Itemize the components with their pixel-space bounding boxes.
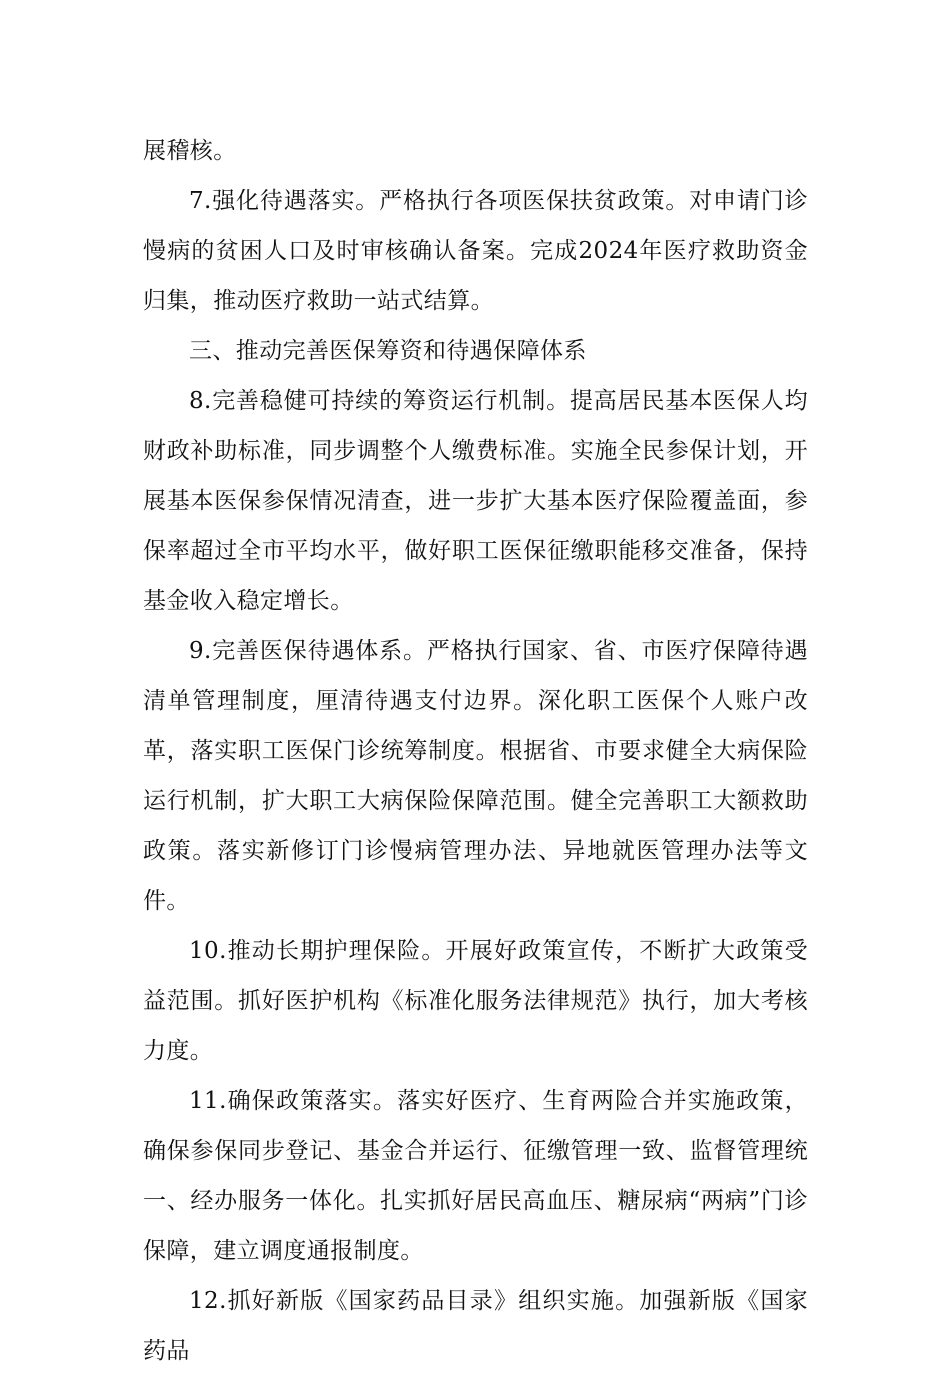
paragraph-item-7: 7.强化待遇落实。严格执行各项医保扶贫政策。对申请门诊慢病的贫困人口及时审核确认备案。完成2024年医疗救助资金归集，推动医疗救助一站式结算。 [143, 188, 808, 314]
paragraph-item-9: 9.完善医保待遇体系。严格执行国家、省、市医疗保障待遇清单管理制度，厘清待遇支付边界。深化职工医保个人账户改革，落实职工医保门诊统筹制度。根据省、市要求健全大病保险运行机制，扩大职工大病保险保障范围。健全完善职工大额救助政策。落实新修订门诊慢病管理办法、异地就医管理办法等文件。 [143, 638, 808, 914]
paragraph-item-11: 11.确保政策落实。落实好医疗、生育两险合并实施政策，确保参保同步登记、基金合并运行、征缴管理一致、监督管理统一、经办服务一体化。扎实抓好居民高血压、糖尿病“两病”门诊保障，建立调度通报制度。 [143, 1088, 808, 1264]
paragraph-item-8: 8.完善稳健可持续的筹资运行机制。提高居民基本医保人均财政补助标准，同步调整个人缴费标准。实施全民参保计划，开展基本医保参保情况清查，进一步扩大基本医疗保险覆盖面，参保率超过全市平均水平，做好职工医保征缴职能移交准备，保持基金收入稳定增长。 [143, 388, 808, 614]
paragraph-item-10: 10.推动长期护理保险。开展好政策宣传，不断扩大政策受益范围。抓好医护机构《标准化服务法律规范》执行，加大考核力度。 [143, 938, 808, 1064]
paragraph-item-12: 12.抓好新版《国家药品目录》组织实施。加强新版《国家药品 [143, 1288, 808, 1364]
document-body [143, 126, 808, 1376]
section-heading-3: 三、推动完善医保筹资和待遇保障体系 [189, 338, 587, 364]
paragraph-continuation: 展稽核。 [143, 138, 237, 164]
